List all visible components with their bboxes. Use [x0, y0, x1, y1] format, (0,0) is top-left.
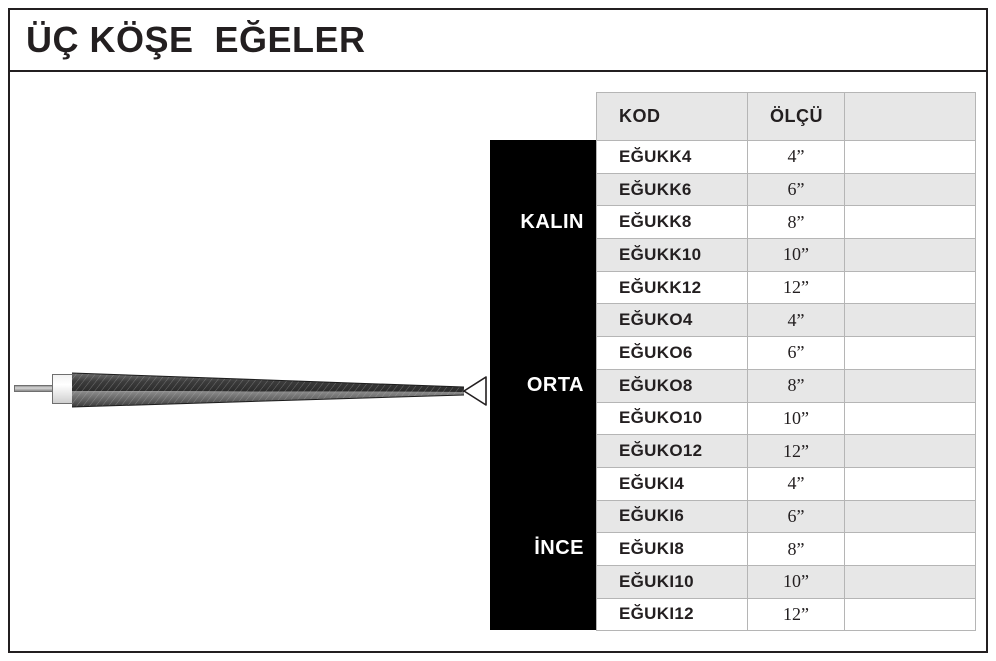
cell-kod: EĞUKI4 — [597, 467, 748, 500]
cell-olcu: 12” — [748, 271, 845, 304]
cell-kod: EĞUKI6 — [597, 500, 748, 533]
cell-olcu: 4” — [748, 141, 845, 174]
product-illustration — [14, 368, 484, 418]
cell-blank — [845, 435, 976, 468]
category-column — [490, 140, 596, 630]
page-title: ÜÇ KÖŞE EĞELER — [26, 19, 366, 60]
table-row — [597, 239, 976, 272]
cell-kod: EĞUKK12 — [597, 271, 748, 304]
table-row — [597, 304, 976, 337]
cell-blank — [845, 565, 976, 598]
column-header-olcu: ÖLÇÜ — [748, 93, 845, 141]
table-row — [597, 206, 976, 239]
cell-olcu: 8” — [748, 206, 845, 239]
spec-table — [596, 92, 976, 631]
cell-olcu: 6” — [748, 337, 845, 370]
table-row — [597, 435, 976, 468]
cell-kod: EĞUKK6 — [597, 173, 748, 206]
cell-kod: EĞUKO4 — [597, 304, 748, 337]
table-row — [597, 369, 976, 402]
cell-kod: EĞUKK10 — [597, 239, 748, 272]
cell-blank — [845, 500, 976, 533]
table-row — [597, 173, 976, 206]
column-header-kod: KOD — [597, 93, 748, 141]
cell-olcu: 10” — [748, 402, 845, 435]
cell-blank — [845, 141, 976, 174]
table-row — [597, 500, 976, 533]
cell-olcu: 4” — [748, 304, 845, 337]
cell-blank — [845, 206, 976, 239]
cell-kod: EĞUKK8 — [597, 206, 748, 239]
cell-olcu: 12” — [748, 435, 845, 468]
cell-kod: EĞUKI10 — [597, 565, 748, 598]
spec-table-wrap — [596, 92, 975, 630]
cell-olcu: 6” — [748, 173, 845, 206]
file-tang — [14, 385, 54, 392]
cell-blank — [845, 402, 976, 435]
page-title-bar — [10, 10, 986, 72]
cell-olcu: 10” — [748, 239, 845, 272]
cell-blank — [845, 173, 976, 206]
column-header-blank — [845, 93, 976, 141]
table-row — [597, 402, 976, 435]
table-row — [597, 598, 976, 631]
cell-kod: EĞUKO8 — [597, 369, 748, 402]
cell-olcu: 8” — [748, 533, 845, 566]
category-label-orta: ORTA — [526, 374, 584, 396]
cell-kod: EĞUKO12 — [597, 435, 748, 468]
cell-olcu: 12” — [748, 598, 845, 631]
cell-blank — [845, 337, 976, 370]
cell-olcu: 6” — [748, 500, 845, 533]
cell-blank — [845, 239, 976, 272]
file-shoulder — [52, 374, 74, 404]
table-row — [597, 337, 976, 370]
cell-olcu: 4” — [748, 467, 845, 500]
file-body — [72, 371, 464, 409]
cell-blank — [845, 271, 976, 304]
category-label-kalin: KALIN — [520, 210, 584, 233]
cell-blank — [845, 467, 976, 500]
table-row — [597, 565, 976, 598]
category-label-ince: İNCE — [534, 537, 584, 559]
triangle-cross-section-icon — [462, 373, 488, 409]
cell-blank — [845, 369, 976, 402]
table-row — [597, 533, 976, 566]
cell-blank — [845, 533, 976, 566]
cell-olcu: 8” — [748, 369, 845, 402]
table-header-row — [597, 93, 976, 141]
cell-blank — [845, 598, 976, 631]
cell-kod: EĞUKI8 — [597, 533, 748, 566]
cell-kod: EĞUKI12 — [597, 598, 748, 631]
cell-kod: EĞUKO6 — [597, 337, 748, 370]
table-row — [597, 467, 976, 500]
cell-olcu: 10” — [748, 565, 845, 598]
table-row — [597, 271, 976, 304]
table-row — [597, 141, 976, 174]
cell-blank — [845, 304, 976, 337]
cell-kod: EĞUKO10 — [597, 402, 748, 435]
cell-kod: EĞUKK4 — [597, 141, 748, 174]
